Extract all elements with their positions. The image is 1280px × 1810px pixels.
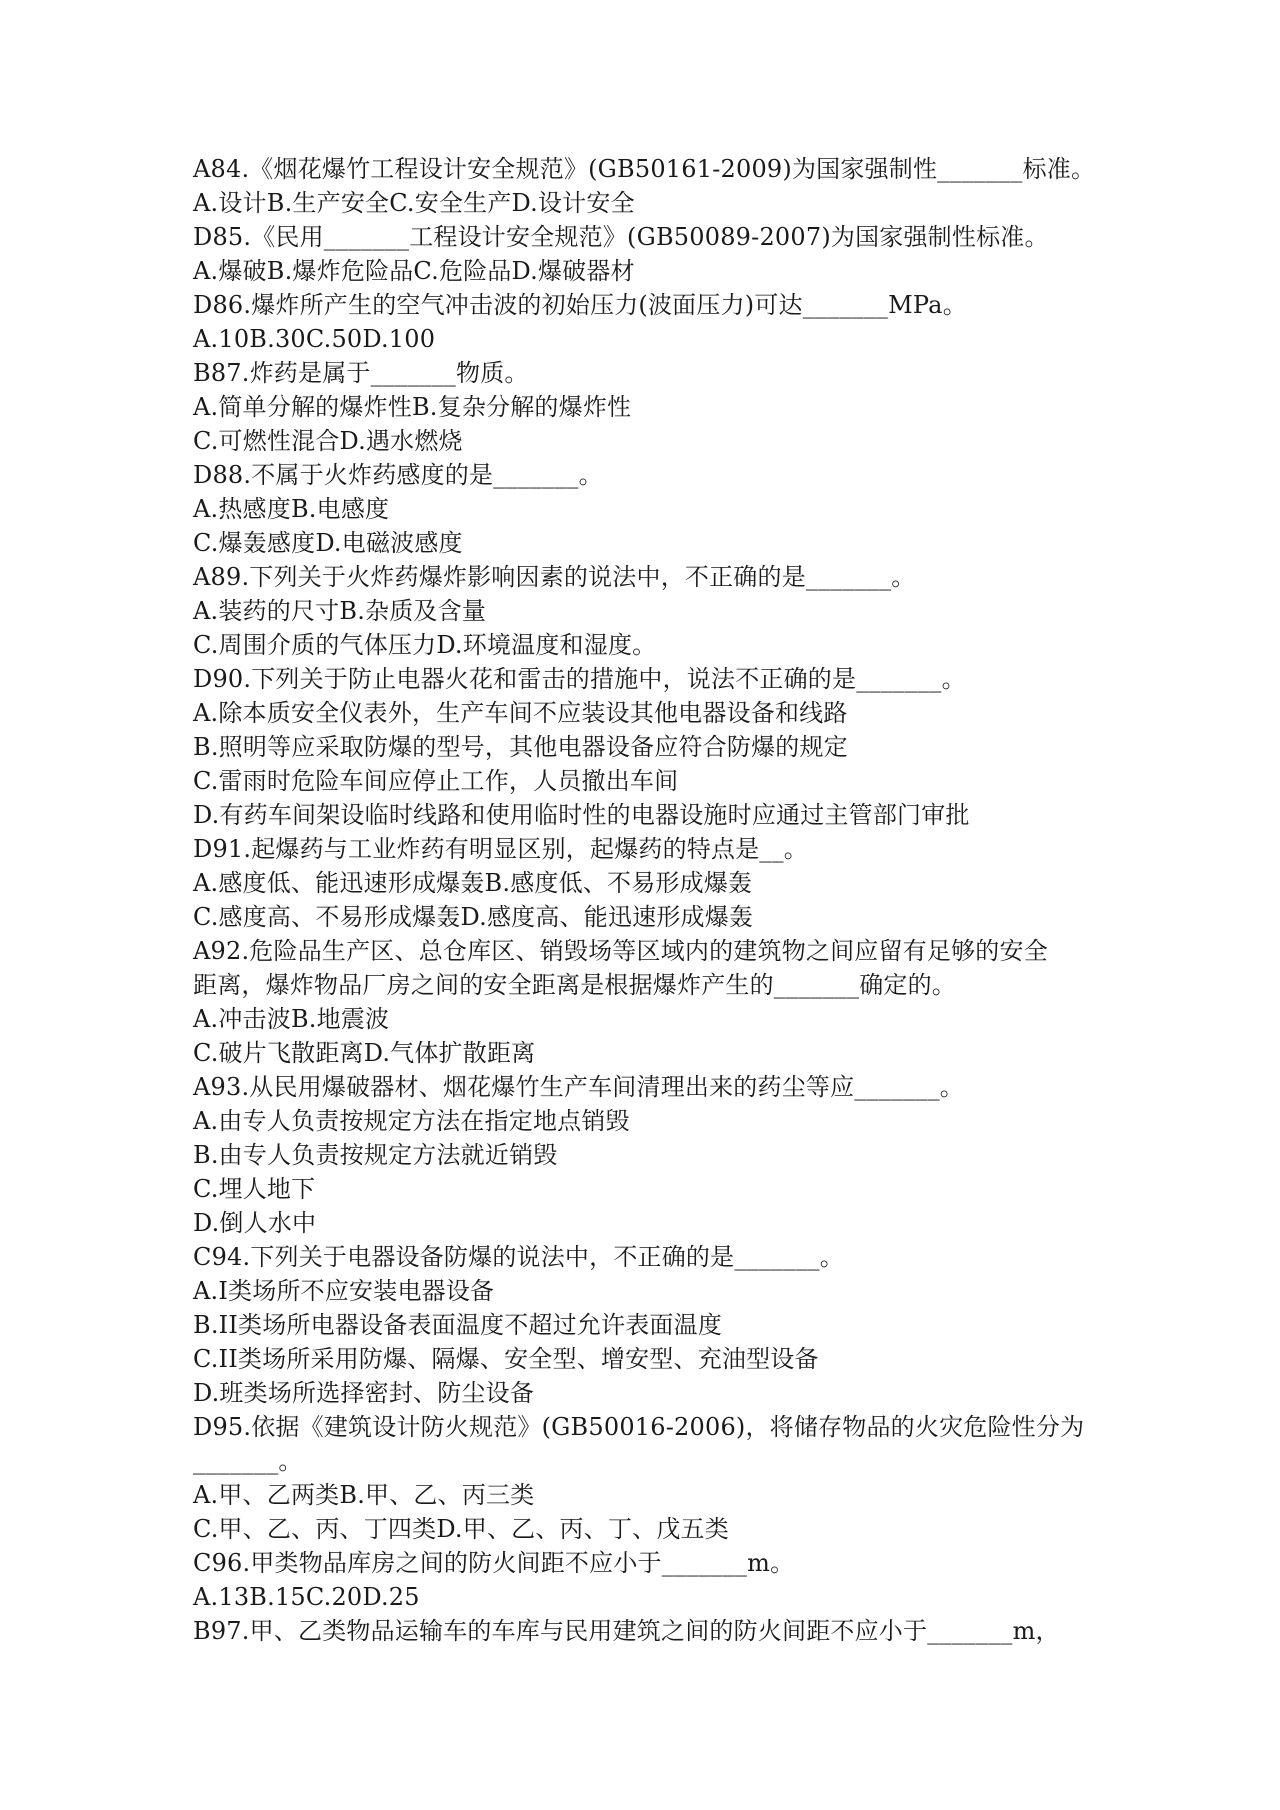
question-text-block bbox=[193, 152, 1113, 1648]
text-line: A.由专人负责按规定方法在指定地点销毁 bbox=[193, 1107, 630, 1135]
text-line: C94.下列关于电器设备防爆的说法中，不正确的是_______。 bbox=[193, 1243, 844, 1271]
text-line: C.埋人地下 bbox=[193, 1175, 316, 1203]
text-line: A92.危险品生产区、总仓库区、销毁场等区域内的建筑物之间应留有足够的安全 bbox=[193, 937, 1048, 965]
text-line: C.II类场所采用防爆、隔爆、安全型、增安型、充油型设备 bbox=[193, 1345, 819, 1373]
text-line: C.雷雨时危险车间应停止工作，人员撤出车间 bbox=[193, 767, 679, 795]
text-line: C.甲、乙、丙、丁四类D.甲、乙、丙、丁、戊五类 bbox=[193, 1515, 729, 1543]
text-line: D95.依据《建筑设计防火规范》(GB50016-2006)，将储存物品的火灾危险性分为 bbox=[193, 1413, 1085, 1441]
text-line: A.设计B.生产安全C.安全生产D.设计安全 bbox=[193, 189, 635, 217]
text-line: D.班类场所选择密封、防尘设备 bbox=[193, 1379, 535, 1407]
text-line: D88.不属于火炸药感度的是_______。 bbox=[193, 461, 603, 489]
text-line: B97.甲、乙类物品运输车的车库与民用建筑之间的防火间距不应小于_______m， bbox=[193, 1617, 1060, 1645]
text-line: A.热感度B.电感度 bbox=[193, 495, 390, 523]
text-line: A.10B.30C.50D.100 bbox=[193, 325, 436, 353]
text-line: A.感度低、能迅速形成爆轰B.感度低、不易形成爆轰 bbox=[193, 869, 753, 897]
text-line: D85.《民用_______工程设计安全规范》(GB50089-2007)为国家强制性标准。 bbox=[193, 223, 1049, 251]
text-line: A.简单分解的爆炸性B.复杂分解的爆炸性 bbox=[193, 393, 632, 421]
text-line: A84.《烟花爆竹工程设计安全规范》(GB50161-2009)为国家强制性_______标准。 bbox=[193, 155, 1096, 183]
text-line: A.I类场所不应安装电器设备 bbox=[193, 1277, 495, 1305]
text-line: 距离，爆炸物品厂房之间的安全距离是根据爆炸产生的_______确定的。 bbox=[193, 971, 956, 999]
text-line: A93.从民用爆破器材、烟花爆竹生产车间清理出来的药尘等应_______。 bbox=[193, 1073, 964, 1101]
text-line: _______。 bbox=[193, 1447, 303, 1475]
text-line: C.爆轰感度D.电磁波感度 bbox=[193, 529, 463, 557]
text-line: B.照明等应采取防爆的型号，其他电器设备应符合防爆的规定 bbox=[193, 733, 848, 761]
text-line: D86.爆炸所产生的空气冲击波的初始压力(波面压力)可达_______MPa。 bbox=[193, 291, 967, 319]
text-line: C.周围介质的气体压力D.环境温度和湿度。 bbox=[193, 631, 657, 659]
text-line: D90.下列关于防止电器火花和雷击的措施中，说法不正确的是_______。 bbox=[193, 665, 966, 693]
text-line: A.冲击波B.地震波 bbox=[193, 1005, 390, 1033]
text-line: A.甲、乙两类B.甲、乙、丙三类 bbox=[193, 1481, 535, 1509]
text-line: C96.甲类物品库房之间的防火间距不应小于_______m。 bbox=[193, 1549, 795, 1577]
text-line: A.装药的尺寸B.杂质及含量 bbox=[193, 597, 487, 625]
text-line: A.除本质安全仪表外，生产车间不应装设其他电器设备和线路 bbox=[193, 699, 848, 727]
text-line: B87.炸药是属于_______物质。 bbox=[193, 359, 529, 387]
text-line: C.破片飞散距离D.气体扩散距离 bbox=[193, 1039, 536, 1067]
text-line: C.可燃性混合D.遇水燃烧 bbox=[193, 427, 463, 455]
text-line: D.有药车间架设临时线路和使用临时性的电器设施时应通过主管部门审批 bbox=[193, 801, 970, 829]
text-line: D.倒人水中 bbox=[193, 1209, 317, 1237]
text-line: A.13B.15C.20D.25 bbox=[193, 1583, 420, 1611]
text-line: D91.起爆药与工业炸药有明显区别，起爆药的特点是__。 bbox=[193, 835, 809, 863]
text-line: C.感度高、不易形成爆轰D.感度高、能迅速形成爆轰 bbox=[193, 903, 754, 931]
text-line: A.爆破B.爆炸危险品C.危险品D.爆破器材 bbox=[193, 257, 635, 285]
text-line: B.II类场所电器设备表面温度不超过允许表面温度 bbox=[193, 1311, 723, 1339]
text-line: B.由专人负责按规定方法就近销毁 bbox=[193, 1141, 558, 1169]
text-line: A89.下列关于火炸药爆炸影响因素的说法中，不正确的是_______。 bbox=[193, 563, 916, 591]
